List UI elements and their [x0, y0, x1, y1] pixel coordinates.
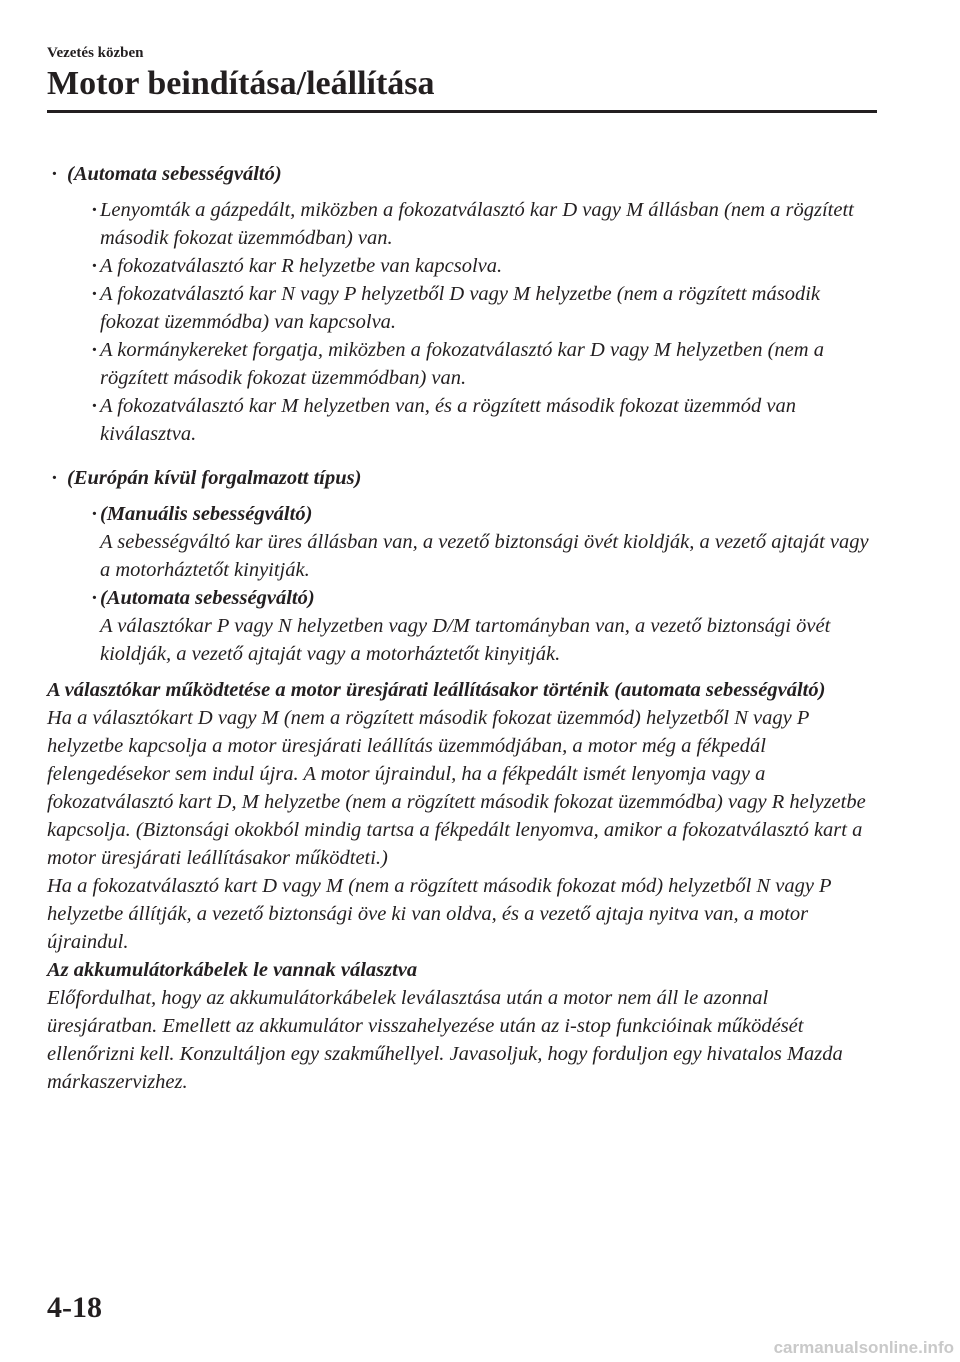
list-item-text: Lenyomták a gázpedált, miközben a fokozatválasztó kar D vagy M állásban (nem a rögzített második fokozat üzemmódban) van. [100, 199, 854, 249]
bullet-sublist [67, 196, 883, 448]
list-item [67, 280, 883, 336]
page-content [47, 160, 883, 1096]
list-item [67, 336, 883, 392]
header-divider [47, 110, 877, 113]
list-item-text: A fokozatválasztó kar R helyzetbe van kapcsolva. [100, 255, 503, 277]
list-item [67, 196, 883, 252]
list-item [67, 584, 883, 668]
non-europe-bullet [47, 464, 883, 668]
list-item-text: A sebességváltó kar üres állásban van, a vezető biztonsági övét kioldják, a vezető ajtaját vagy a motorháztetőt kinyitják. [100, 531, 869, 581]
watermark: carmanualsonline.info [773, 1338, 954, 1357]
list-item-text: A kormánykereket forgatja, miközben a fokozatválasztó kar D vagy M helyzetben (nem a rögzített második fokozat üzemmódban) van. [100, 339, 824, 389]
page-header [47, 44, 877, 113]
list-item [67, 252, 883, 280]
bullet-heading: (Automata sebességváltó) [67, 163, 282, 185]
list-item-text: A fokozatválasztó kar N vagy P helyzetből D vagy M helyzetbe (nem a rögzített második fokozat üzemmódba) van kapcsolva. [100, 283, 821, 333]
list-item-text: A fokozatválasztó kar M helyzetben van, és a rögzített második fokozat üzemmód van kiválasztva. [100, 395, 796, 445]
list-item [67, 500, 883, 584]
selector-section-para-2: Ha a fokozatválasztó kart D vagy M (nem a rögzített második fokozat mód) helyzetből N vagy P helyzetbe állítják, a vezető biztonsági öve ki van oldva, és a vezető ajtaja nyitva van, a motor újraindul. [47, 875, 832, 953]
list-item [67, 392, 883, 448]
bullet-sublist [67, 500, 883, 668]
automatic-transmission-bullet [47, 160, 883, 448]
battery-section-text: Előfordulhat, hogy az akkumulátorkábelek leválasztása után a motor nem áll le azonnal üresjáratban. Emellett az akkumulátor visszahelyezése után az i-stop funkcióinak működését ellenőrizni kell. Konzultáljon egy szakműhellyel. Javasoljuk, hogy forduljon egy hivatalos Mazda márkaszervizhez. [47, 987, 843, 1093]
page-number: 4-18 [47, 1291, 102, 1324]
list-item-heading: (Manuális sebességváltó) [100, 503, 313, 525]
bullet-heading: (Európán kívül forgalmazott típus) [67, 467, 362, 489]
section-label: Vezetés közben [47, 45, 144, 61]
battery-section-heading: Az akkumulátorkábelek le vannak választva [47, 959, 418, 981]
page-title: Motor beindítása/leállítása [47, 65, 435, 102]
selector-section-para-1: Ha a választókart D vagy M (nem a rögzített második fokozat üzemmód) helyzetből N vagy P helyzetbe kapcsolja a motor üresjárati leállítás üzemmódjában, a motor még a fékpedál felengedésekor sem indul újra. A motor újraindul, ha a fékpedált ismét lenyomja vagy a fokozatválasztó kart D, M helyzetbe (nem a rögzített második fokozat üzemmódba) vagy R helyzetbe kapcsolja. (Biztonsági okokból mindig tartsa a fékpedált lenyomva, amikor a fokozatválasztó kart a motor üresjárati leállításakor működteti.) [47, 707, 866, 869]
list-item-text: A választókar P vagy N helyzetben vagy D/M tartományban van, a vezető biztonsági övét kioldják, a vezető ajtaját vagy a motorháztetőt kinyitják. [100, 615, 831, 665]
list-item-heading: (Automata sebességváltó) [100, 587, 315, 609]
selector-section-heading: A választókar működtetése a motor üresjárati leállításakor történik (automata sebességváltó) [47, 679, 826, 701]
